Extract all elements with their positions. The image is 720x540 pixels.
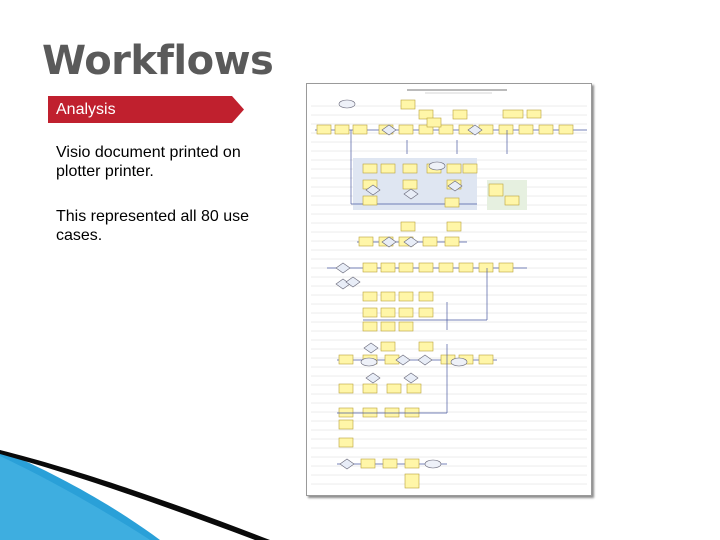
process-box (527, 110, 541, 118)
terminator-node (429, 162, 445, 170)
process-box (339, 438, 353, 447)
process-box (503, 110, 523, 118)
terminator-node (451, 358, 467, 366)
process-box (363, 408, 377, 417)
decision-node (336, 263, 350, 273)
process-box (447, 222, 461, 231)
process-box (459, 263, 473, 272)
process-box (427, 118, 441, 127)
process-box (335, 125, 349, 134)
workflow-diagram-image (306, 83, 592, 496)
decision-node (404, 373, 418, 383)
process-box (405, 408, 419, 417)
process-box (339, 408, 353, 417)
process-box (381, 263, 395, 272)
banner-label: Analysis (56, 101, 116, 118)
process-box (317, 125, 331, 134)
decision-node (418, 355, 432, 365)
process-box (447, 164, 461, 173)
paragraph-visio: Visio document printed on plotter printer. (56, 144, 241, 180)
process-box (363, 196, 377, 205)
section-banner (48, 96, 244, 123)
process-box (385, 408, 399, 417)
process-box (405, 459, 419, 468)
process-box (419, 110, 433, 119)
process-box (499, 263, 513, 272)
process-box (489, 184, 503, 196)
process-box (339, 384, 353, 393)
process-box (361, 459, 375, 468)
process-box (339, 420, 353, 429)
process-box (363, 263, 377, 272)
process-box (399, 263, 413, 272)
process-box (381, 292, 395, 301)
process-box (439, 263, 453, 272)
terminator-node (361, 358, 377, 366)
process-box (539, 125, 553, 134)
process-box (479, 355, 493, 364)
process-box (363, 308, 377, 317)
process-box (419, 263, 433, 272)
process-box (359, 237, 373, 246)
decision-node (364, 343, 378, 353)
process-box (519, 125, 533, 134)
process-box (407, 384, 421, 393)
process-box (339, 355, 353, 364)
process-box (499, 125, 513, 134)
terminator-node (425, 460, 441, 468)
process-box (383, 459, 397, 468)
process-box (387, 384, 401, 393)
slide-title: Workflows (42, 38, 274, 84)
process-box (363, 292, 377, 301)
paragraph-use-cases: This represented all 80 use cases. (56, 208, 249, 244)
process-box (399, 125, 413, 134)
process-box (381, 342, 395, 351)
process-box (399, 322, 413, 331)
process-box (445, 237, 459, 246)
process-box (423, 237, 437, 246)
process-box (419, 308, 433, 317)
decorative-swoosh (0, 450, 300, 540)
process-box (419, 342, 433, 351)
process-box (403, 180, 417, 189)
process-box (479, 263, 493, 272)
process-box (353, 125, 367, 134)
process-box (405, 474, 419, 488)
process-box (463, 164, 477, 173)
process-box (419, 292, 433, 301)
process-box (363, 164, 377, 173)
process-box (363, 384, 377, 393)
process-box (559, 125, 573, 134)
process-box (399, 308, 413, 317)
process-box (381, 322, 395, 331)
process-box (381, 308, 395, 317)
process-box (401, 222, 415, 231)
decision-node (340, 459, 354, 469)
decision-node (366, 373, 380, 383)
process-box (453, 110, 467, 119)
process-box (399, 292, 413, 301)
process-box (505, 196, 519, 205)
process-box (381, 164, 395, 173)
process-box (401, 100, 415, 109)
process-box (445, 198, 459, 207)
process-box (403, 164, 417, 173)
terminator-node (339, 100, 355, 108)
process-box (363, 322, 377, 331)
workflow-diagram (307, 84, 591, 495)
